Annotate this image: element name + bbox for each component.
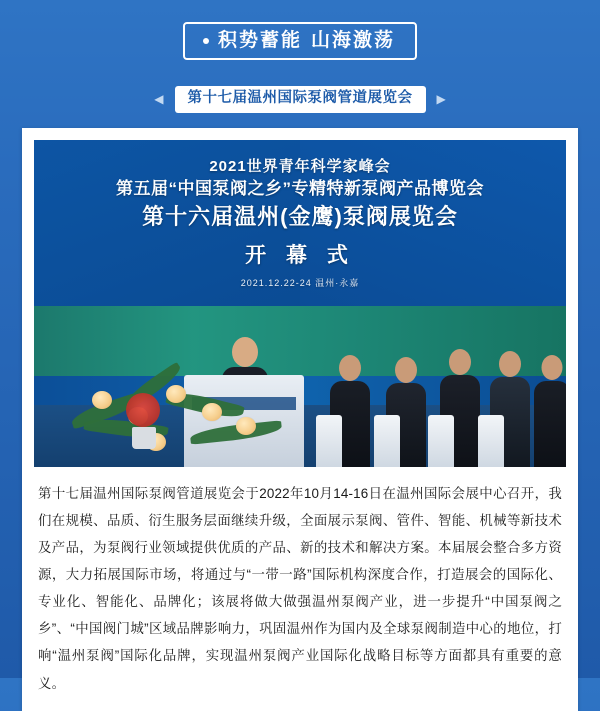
photo-podium-1 — [316, 415, 342, 467]
headline-box — [183, 22, 417, 60]
flower-bloom — [166, 385, 186, 403]
photo-podium-4 — [478, 415, 504, 467]
triangle-right-icon: ▶ — [436, 92, 446, 107]
figure-body — [534, 381, 566, 467]
figure-head — [339, 355, 361, 381]
photo-podium-2 — [374, 415, 400, 467]
subtitle-label: 第十七届温州国际泵阀管道展览会 — [175, 86, 426, 113]
content-card — [22, 128, 578, 711]
figure-head — [449, 349, 471, 375]
photo-red-plant — [126, 393, 160, 427]
flower-bloom — [92, 391, 112, 409]
photo-flower-arrangement — [70, 345, 290, 465]
stage-banner-line1: 2021世界青年科学家峰会 — [209, 158, 391, 175]
stage-banner-text — [34, 158, 566, 289]
photo-figure-5 — [534, 355, 566, 467]
stage-banner-line5: 2021.12.22-24 温州·永嘉 — [240, 278, 360, 289]
photo-plant-pot — [132, 427, 156, 449]
triangle-left-icon: ◀ — [154, 92, 164, 107]
figure-head — [542, 355, 563, 380]
figure-head — [395, 357, 417, 383]
exhibition-opening-ceremony-photo — [34, 140, 566, 467]
headline-text-right: 山海激荡 — [311, 30, 396, 51]
photo-podium-3 — [428, 415, 454, 467]
stage-banner-line4: 开 幕 式 — [245, 243, 355, 267]
stage-banner-line3: 第十六届温州(金鹰)泵阀展览会 — [142, 204, 458, 230]
flower-bloom — [202, 403, 222, 421]
headline-banner — [0, 0, 600, 60]
flower-bloom — [236, 417, 256, 435]
headline-text-left: 积势蓄能 — [217, 30, 302, 51]
figure-head — [499, 351, 521, 377]
article-paragraph: 第十七届温州国际泵阀管道展览会于2022年10月14-16日在温州国际会展中心召开，我们在规模、品质、衍生服务层面继续升级，全面展示泵阀、管件、智能、机械等新技术及产品，为泵阀行业领域提供优质的产品、新的技术和解决方案。本届展会整合多方资源，大力拓展国际市场，将通过与“一带一路”国际机构深度合作，打造展会的国际化、专业化、智能化、品牌化；该展将做大做强温州泵阀产业，进一步提升“中国泵阀之乡”、“中国阀门城”区域品牌影响力，巩固温州作为国内及全球泵阀制造中心的地位，打响“温州泵阀”国际化品牌，实现温州泵阀产业国际化战略目标等方面都具有重要的意义。 — [38, 486, 562, 691]
bullet-dot-icon — [203, 38, 209, 44]
subtitle-row — [0, 86, 600, 113]
stage-banner-line2: 第五届“中国泵阀之乡”专精特新泵阀产品博览会 — [116, 179, 484, 199]
